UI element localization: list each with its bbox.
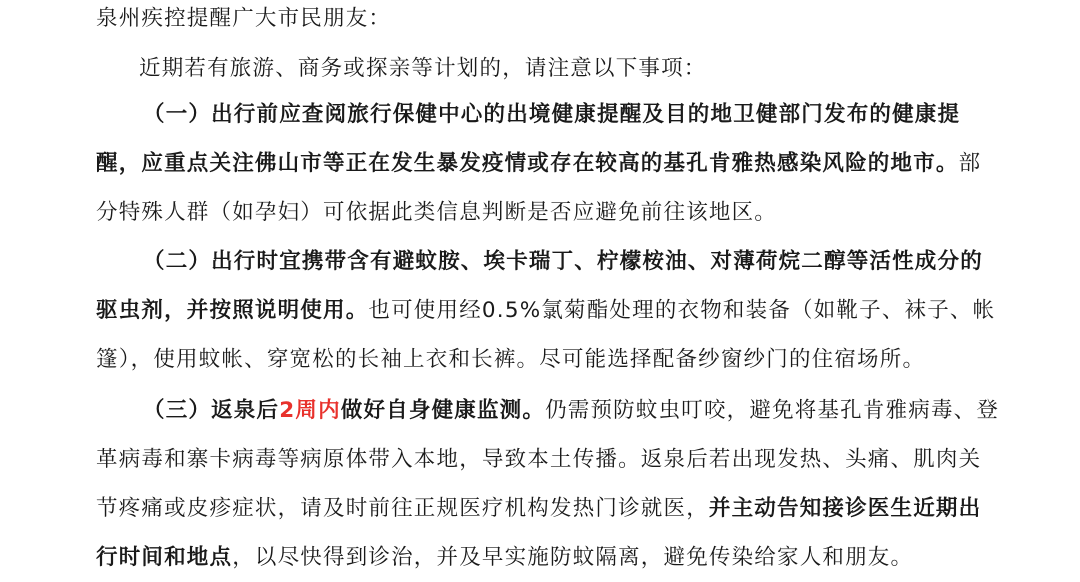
- item3-normal-continued: 革病毒和寨卡病毒等病原体带入本地，导致本土传播。返泉后若出现发热、头痛、肌肉关: [96, 447, 982, 472]
- item3-line3: [96, 494, 1080, 524]
- item3-line2: [96, 445, 1080, 475]
- item2-normal-continued: 篷），使用蚊帐、穿宽松的长袖上衣和长裤。尽可能选择配备纱窗纱门的住宿场所。: [96, 347, 926, 372]
- item1-bold-continued: 醒，应重点关注佛山市等正在发生暴发疫情或存在较高的基孔肯雅热感染风险的地市。: [96, 151, 959, 176]
- item3-bold-line4: 行时间和地点: [96, 545, 233, 570]
- item1-line2: [96, 149, 1080, 179]
- item3-normal-line4: ，以尽快得到诊治，并及早实施防蚊隔离，避免传染给家人和朋友。: [232, 545, 914, 570]
- intro-line: [139, 54, 1080, 84]
- item1-normal-text: 分特殊人群（如孕妇）可依据此类信息判断是否应避免前往该地区。: [96, 200, 778, 225]
- item2-heading-bold: （二）出行时宜携带含有避蚊胺、埃卡瑞丁、柠檬桉油、对薄荷烷二醇等活性成分的: [143, 249, 983, 274]
- intro-text: 近期若有旅游、商务或探亲等计划的，请注意以下事项：: [139, 56, 707, 81]
- item1-line1: [96, 100, 1080, 130]
- item2-normal-text: 也可使用经0.5%氯菊酯处理的衣物和装备（如靴子、袜子、帐: [368, 298, 996, 323]
- item1-heading-bold: （一）出行前应查阅旅行保健中心的出境健康提醒及目的地卫健部门发布的健康提: [143, 102, 961, 127]
- item3-normal-line3: 节疼痛或皮疹症状，请及时前往正规医疗机构发热门诊就医，: [96, 496, 709, 521]
- item1-normal-continued: 部: [958, 151, 982, 176]
- item3-bold-line3: 并主动告知接诊医生近期出: [708, 496, 982, 521]
- item3-heading-bold: （三）返泉后: [143, 398, 280, 423]
- item3-normal-text: 仍需预防蚊虫叮咬，避免将基孔肯雅病毒、登: [545, 398, 1000, 423]
- item3-heading-bold-tail: 做好自身健康监测。: [340, 398, 546, 423]
- item2-bold-continued: 驱虫剂，并按照说明使用。: [96, 298, 369, 323]
- item3-highlight-duration: 2周内: [279, 398, 341, 423]
- item2-line3: [96, 345, 1080, 375]
- greeting-line: [96, 4, 1080, 34]
- item3-line1: [96, 396, 1080, 426]
- item2-line2: [96, 296, 1080, 326]
- greeting-text: 泉州疾控提醒广大市民朋友：: [96, 6, 392, 31]
- item2-line1: [96, 247, 1080, 277]
- item3-line4: [96, 543, 1080, 573]
- item1-line3: [96, 198, 1080, 228]
